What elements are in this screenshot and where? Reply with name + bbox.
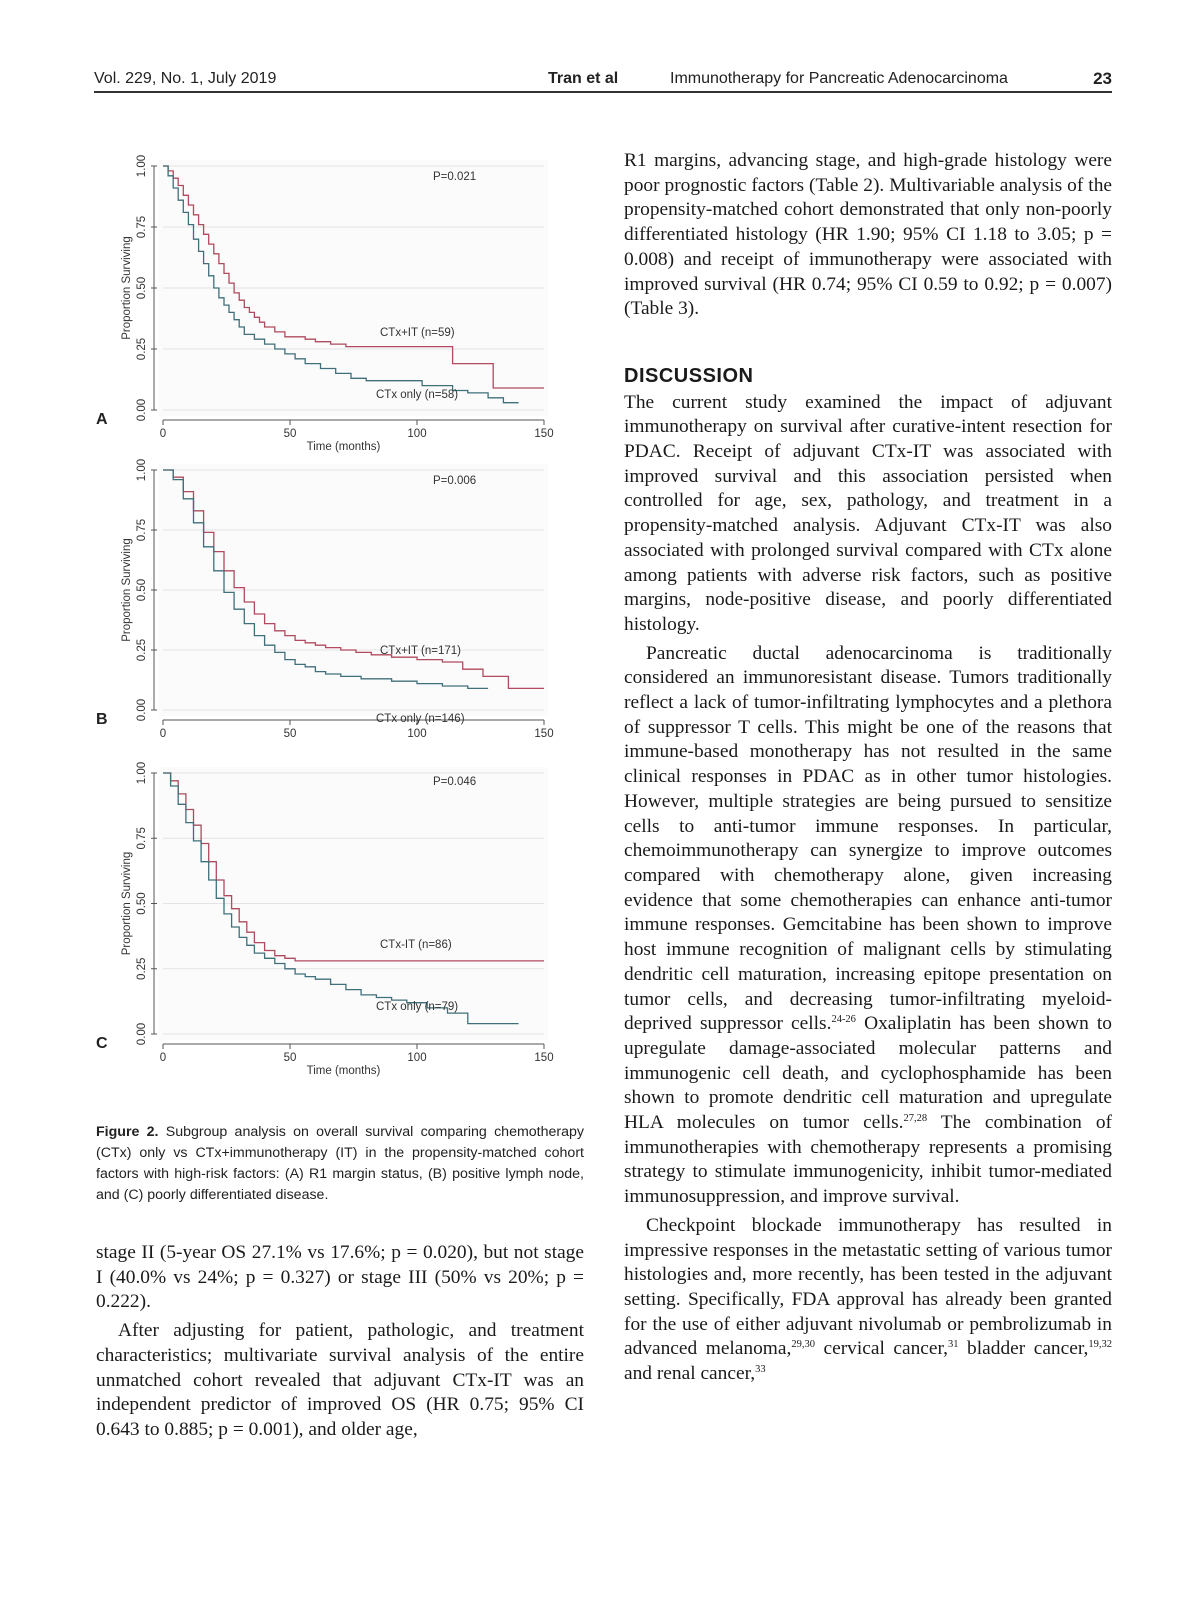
x-axis-title: Time (months) [306,1065,381,1077]
running-header [94,66,1112,92]
citation: 19,32 [1088,1339,1112,1351]
km-panel-b [96,459,554,740]
x-tick-label: 150 [534,728,554,740]
figure-2 [88,148,588,1098]
km-survival-figure [88,148,588,1098]
caption-label: Figure 2. [96,1124,159,1140]
x-tick-label: 50 [283,1052,297,1064]
text-run: and renal cancer, [624,1363,756,1385]
panel-letter: A [96,411,108,428]
caption-text: Subgroup analysis on overall survival comparing chemotherapy (CTx) only vs CTx+immunotherapy (IT) in the propensity-matched cohort factors with high-risk factors: (A) R1 margin status, (B) positive lymph node, and (C) poorly differentiated disease. [96,1124,584,1203]
x-tick-label: 0 [159,728,167,740]
citation: 29,30 [791,1339,815,1351]
figure-caption [96,1122,584,1206]
left-paragraph-1: stage II (5-year OS 27.1% vs 17.6%; p = 0.020), but not stage I (40.0% vs 24%; p = 0.327) or stage III (50% vs 20%; p = 0.222). [96,1242,584,1313]
y-tick-label: 1.00 [136,458,148,482]
citation: 27,28 [903,1113,928,1125]
series-label: CTx only (n=79) [376,1001,459,1013]
x-tick-label: 0 [159,428,167,440]
discussion-paragraph-3 [624,1214,1112,1387]
text-run: Oxaliplatin has been shown to upregulate damage-associated molecular patterns and immunogenic cell death, and cyclophosphamide has been shown to promote dendritic cell maturation and upregulate HLA molecules on tumor cells. [624,1013,1113,1134]
y-tick-label: 0.00 [136,398,148,422]
left-paragraph-2: After adjusting for patient, pathologic, and treatment characteristics; multivariate survival analysis of the entire unmatched cohort revealed that adjuvant CTx-IT was an independent predictor of improved OS (HR 0.75; 95% CI 0.643 to 0.885; p = 0.001), and older age, [96,1320,584,1440]
running-authors: Tran et al [548,70,619,87]
left-column-text [96,1241,584,1443]
text-run: Checkpoint blockade immunotherapy has resulted in impressive responses in the metastatic setting of various tumor histologies and, more recently, has been tested in the adjuvant setting. Specifically, FDA approval has already been granted for the use of either adjuvant nivolumab or pembrolizumab in advanced melanoma, [624,1214,1112,1360]
discussion-paragraph-1: The current study examined the impact of adjuvant immunotherapy on survival after curative-intent resection for PDAC. Receipt of adjuvant CTx-IT was associated with improved survival and this association persisted when controlled for age, sex, pathology, and treatment in a propensity-matched analysis. Adjuvant CTx-IT was also associated with prolonged survival compared with CTx alone among patients with adverse risk factors, such as positive margins, node-positive disease, and poorly differentiated histology. [624,391,1112,635]
p-value-label: P=0.021 [433,171,477,183]
y-axis-title: Proportion Surviving [121,851,133,956]
running-title: Immunotherapy for Pancreatic Adenocarcinoma [670,70,1008,87]
text-run: bladder cancer, [958,1338,1089,1360]
y-tick-label: 0.75 [136,827,148,850]
y-axis-title: Proportion Surviving [121,538,133,642]
header-rule [94,91,1112,93]
panel-letter: B [96,711,108,728]
y-tick-label: 1.00 [136,154,148,178]
y-tick-label: 0.00 [136,698,148,722]
km-panel-c [96,762,554,1077]
x-tick-label: 100 [407,1052,427,1064]
series-label: CTx only (n=146) [376,713,465,725]
x-tick-label: 150 [534,1052,554,1064]
y-tick-label: 0.25 [136,957,148,980]
text-run: The combination of immunotherapies with chemotherapy represents a promising strategy to stimulate immunogenicity, inhibit tumor-mediated immunosuppression, and improve survival. [624,1112,1112,1208]
y-tick-label: 0.50 [136,578,148,602]
citation: 24-26 [831,1014,856,1026]
x-tick-label: 50 [283,428,297,440]
text-run: Pancreatic ductal adenocarcinoma is traditionally considered an immunoresistant disease. Tumors traditionally reflect a lack of tumor-infiltrating lymphocytes and a plethora of suppressor T cells. This might be one of the reasons that immune-based monotherapy has not resulted in the same clinical responses in PDAC as in other tumor histologies. However, multiple strategies are being pursued to sensitize cells to anti-tumor immune responses. In particular, chemoimmunotherapy can synergize to improve outcomes compared with chemotherapy alone, given increasing evidence that some chemotherapies can enhance anti-tumor immune responses. Gemcitabine has been shown to improve host immune recognition of malignant cells by stimulating dendritic cell maturation, increasing epitope presentation on tumor cells, and decreasing tumor-infiltrating myeloid-deprived suppressor cells. [624,642,1112,1035]
y-tick-label: 0.00 [136,1022,148,1046]
right-paragraph-1: R1 margins, advancing stage, and high-grade histology were poor prognostic factors (Table 2). Multivariable analysis of the propensity-matched cohort demonstrated that only non-poorly differentiated histology (HR 1.90; 95% CI 1.18 to 3.05; p = 0.008) and receipt of immunotherapy were associated with improved survival (HR 0.74; 95% CI 0.59 to 0.92; p = 0.007) (Table 3). [624,150,1112,320]
section-heading-discussion: DISCUSSION [624,364,754,387]
y-tick-label: 0.50 [136,276,148,300]
y-tick-label: 0.25 [136,638,148,662]
volume-info: Vol. 229, No. 1, July 2019 [94,70,277,87]
x-axis-title: Time (months) [306,441,381,453]
x-tick-label: 100 [407,428,427,440]
series-label: CTx+IT (n=171) [380,645,461,657]
x-tick-label: 0 [159,1052,167,1064]
km-panel-a [96,155,554,453]
series-label: CTx-IT (n=86) [380,939,452,951]
y-tick-label: 0.25 [136,337,148,361]
y-tick-label: 0.75 [136,215,148,239]
text-run: cervical cancer, [814,1338,949,1360]
series-label: CTx only (n=58) [376,389,459,401]
series-label: CTx+IT (n=59) [380,327,455,339]
citation: 33 [755,1364,766,1376]
x-tick-label: 150 [534,428,554,440]
x-tick-label: 100 [407,728,427,740]
p-value-label: P=0.006 [433,475,477,487]
panel-letter: C [96,1035,108,1052]
discussion-paragraph-2 [624,642,1112,1210]
x-tick-label: 50 [283,728,297,740]
y-tick-label: 0.75 [136,518,148,542]
right-column-text [624,149,1112,1387]
p-value-label: P=0.046 [433,776,477,788]
page-number: 23 [1093,69,1112,88]
citation: 31 [948,1339,959,1351]
y-tick-label: 0.50 [136,892,148,915]
y-tick-label: 1.00 [136,761,148,785]
y-axis-title: Proportion Surviving [121,236,133,340]
